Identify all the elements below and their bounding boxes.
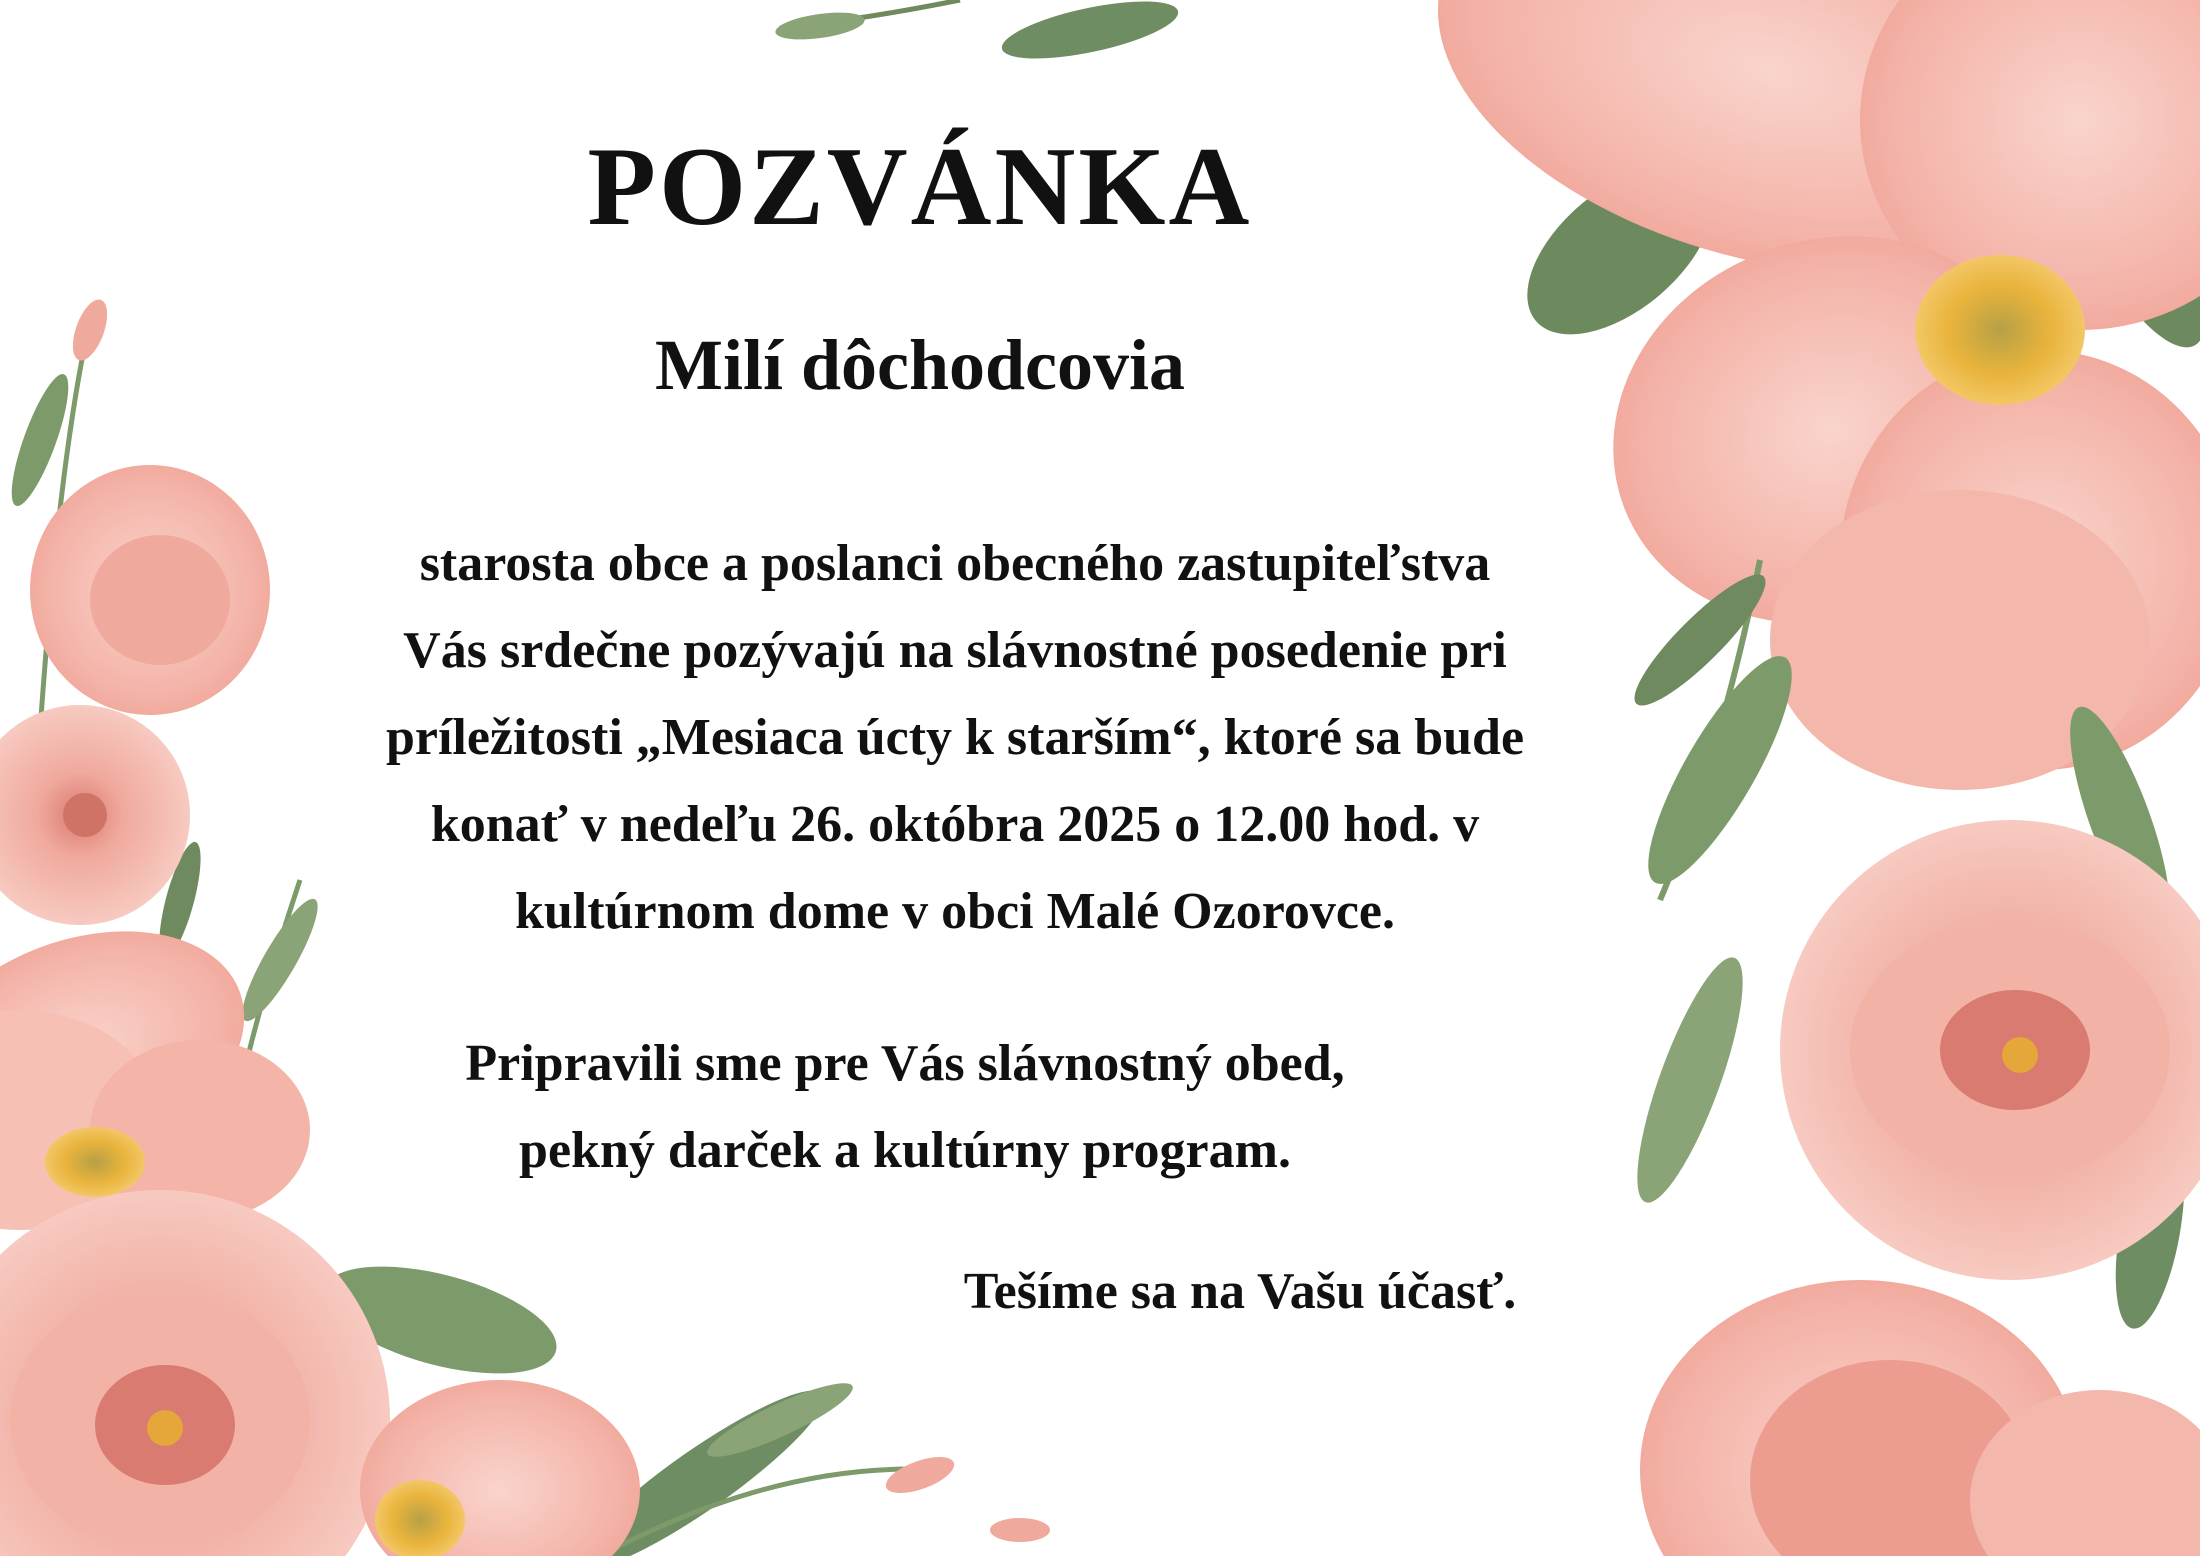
bottom-small-flower <box>360 1380 640 1556</box>
closing-line: Tešíme sa na Vašu účasť. <box>963 1263 1517 1320</box>
body-line: Vás srdečne pozývajú na slávnostné posedenie pri <box>403 622 1507 679</box>
bottom-right-rose <box>1640 1280 2200 1556</box>
body-line: konať v nedeľu 26. októbra 2025 o 12.00 hod. v <box>430 796 1480 853</box>
greeting-heading: Milí dôchodcovia <box>654 325 1185 405</box>
top-stem-decoration <box>774 0 1183 70</box>
bottom-left-rose <box>0 1190 390 1556</box>
offer-paragraph <box>330 1020 1480 1194</box>
offer-line: pekný darček a kultúrny program. <box>519 1122 1291 1179</box>
invitation-body <box>200 520 1710 955</box>
body-line: príležitosti „Mesiaca úcty k starším“, ktoré sa bude <box>385 709 1525 766</box>
body-line: kultúrnom dome v obci Malé Ozorovce. <box>514 883 1396 940</box>
left-middle-rose <box>0 705 190 925</box>
body-line: starosta obce a poslanci obecného zastupiteľstva <box>419 535 1491 592</box>
offer-line: Pripravili sme pre Vás slávnostný obed, <box>465 1035 1345 1092</box>
invitation-title: POZVÁNKA <box>587 125 1253 249</box>
right-rose <box>1780 820 2200 1280</box>
